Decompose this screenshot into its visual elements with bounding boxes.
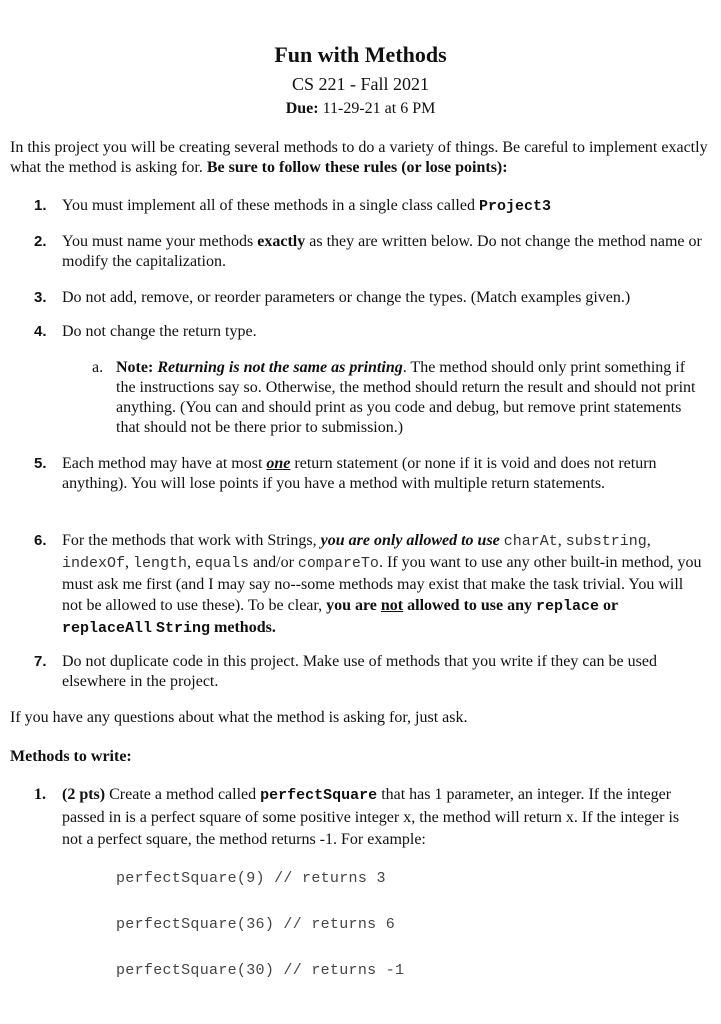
method-replace: replace — [536, 598, 600, 615]
class-name-code: Project3 — [478, 198, 551, 215]
rule-7 — [34, 652, 702, 692]
note-emphasis: Returning is not the same as printing — [157, 359, 403, 376]
rule-text: You must implement all of these methods in a single class called — [62, 197, 475, 214]
method-points: (2 pts) — [62, 786, 106, 803]
rule-bold: exactly — [257, 233, 306, 250]
rule-text: Do not duplicate code in this project. Make use of methods that you write if they can be used elsewhere in the project. — [62, 653, 657, 690]
rule-1 — [34, 196, 702, 217]
rule-text: as they are written below. Do not change the method name or modify the capitalization. — [62, 233, 702, 270]
rule-or: or — [603, 597, 619, 614]
example-line: perfectSquare(36) // returns 6 — [116, 916, 396, 933]
rule-bold: you are — [326, 597, 377, 614]
separator: , — [125, 554, 130, 571]
intro-text: In this project you will be creating several methods to do a variety of things. Be careful to implement exactly what the method is asking for. — [10, 139, 708, 176]
rule-text: For the methods that work with Strings, — [62, 532, 317, 549]
rule-text: You must name your methods — [62, 233, 254, 250]
course-subtitle: CS 221 - Fall 2021 — [291, 74, 429, 94]
questions-line: If you have any questions about what the method is asking for, just ask. — [10, 709, 468, 726]
due-value: 11-29-21 at 6 PM — [322, 100, 436, 117]
rule-3 — [34, 288, 702, 308]
methods-heading: Methods to write: — [10, 748, 132, 765]
method-number: 1. — [34, 786, 46, 803]
method-text: that has 1 parameter, an integer. If the integer passed in is a perfect square of some positive integer x, the method will return x. If the integer is not a perfect square, the method returns -1. For example: — [62, 786, 680, 848]
and-or: and/or — [253, 554, 294, 571]
method-compareto: compareTo — [297, 555, 379, 572]
rule-5 — [34, 454, 702, 494]
rule-4 — [34, 322, 702, 342]
note-label: Note: — [116, 359, 154, 376]
separator: , — [557, 532, 562, 549]
sub-letter: a. — [92, 359, 104, 376]
note-text: . The method should only print something if the instructions say so. Otherwise, the method should return the result and should not print anything. (You can and should print as you code and debug, but remove print statements that should not be there prior to submission.) — [116, 359, 696, 436]
rule-text: . If you want to use any other built-in method, you must ask me first (and I may say no--some methods may exist that make the task trivial. You will not be allowed to use these). To be clear, — [62, 554, 702, 614]
rule-number: 4. — [34, 323, 47, 340]
rule-text: Do not change the return type. — [62, 323, 257, 340]
rule-number: 2. — [34, 233, 47, 250]
separator: , — [187, 554, 192, 571]
intro-bold: Be sure to follow these rules (or lose points): — [206, 159, 508, 176]
rule-4a — [92, 358, 706, 438]
example-line: perfectSquare(30) // returns -1 — [116, 962, 405, 979]
rule-number: 5. — [34, 455, 47, 472]
intro-paragraph — [10, 138, 715, 178]
rule-2 — [34, 232, 702, 272]
rule-number: 6. — [34, 532, 47, 549]
separator: , — [646, 532, 651, 549]
rule-6 — [34, 530, 702, 639]
rule-emphasis: one — [266, 455, 291, 472]
method-equals: equals — [195, 555, 250, 572]
rule-not: not — [380, 597, 404, 614]
example-line: perfectSquare(9) // returns 3 — [116, 870, 386, 887]
rule-number: 7. — [34, 653, 47, 670]
rule-bold: methods. — [214, 619, 276, 636]
method-charat: charAt — [503, 533, 558, 550]
method-text: Create a method called — [109, 786, 257, 803]
method-substring: substring — [565, 533, 647, 550]
method-indexof: indexOf — [62, 555, 126, 572]
method-name-code: perfectSquare — [260, 787, 378, 804]
rule-text: return statement (or none if it is void and does not return anything). You will lose points if you have a method with multiple return statements. — [62, 455, 657, 492]
document-title: Fun with Methods — [274, 42, 447, 67]
rule-emphasis: you are only allowed to use — [320, 532, 500, 549]
due-label: Due: — [285, 100, 319, 117]
method-1 — [34, 784, 702, 851]
rule-bold: allowed to use any — [407, 597, 533, 614]
due-date — [0, 100, 721, 118]
method-replaceall: replaceAll — [62, 620, 153, 637]
method-length: length — [133, 555, 188, 572]
rule-number: 3. — [34, 289, 47, 306]
rule-number: 1. — [34, 197, 47, 214]
string-class: String — [156, 620, 211, 637]
rule-text: Do not add, remove, or reorder parameters or change the types. (Match examples given.) — [62, 289, 631, 306]
rule-text: Each method may have at most — [62, 455, 263, 472]
